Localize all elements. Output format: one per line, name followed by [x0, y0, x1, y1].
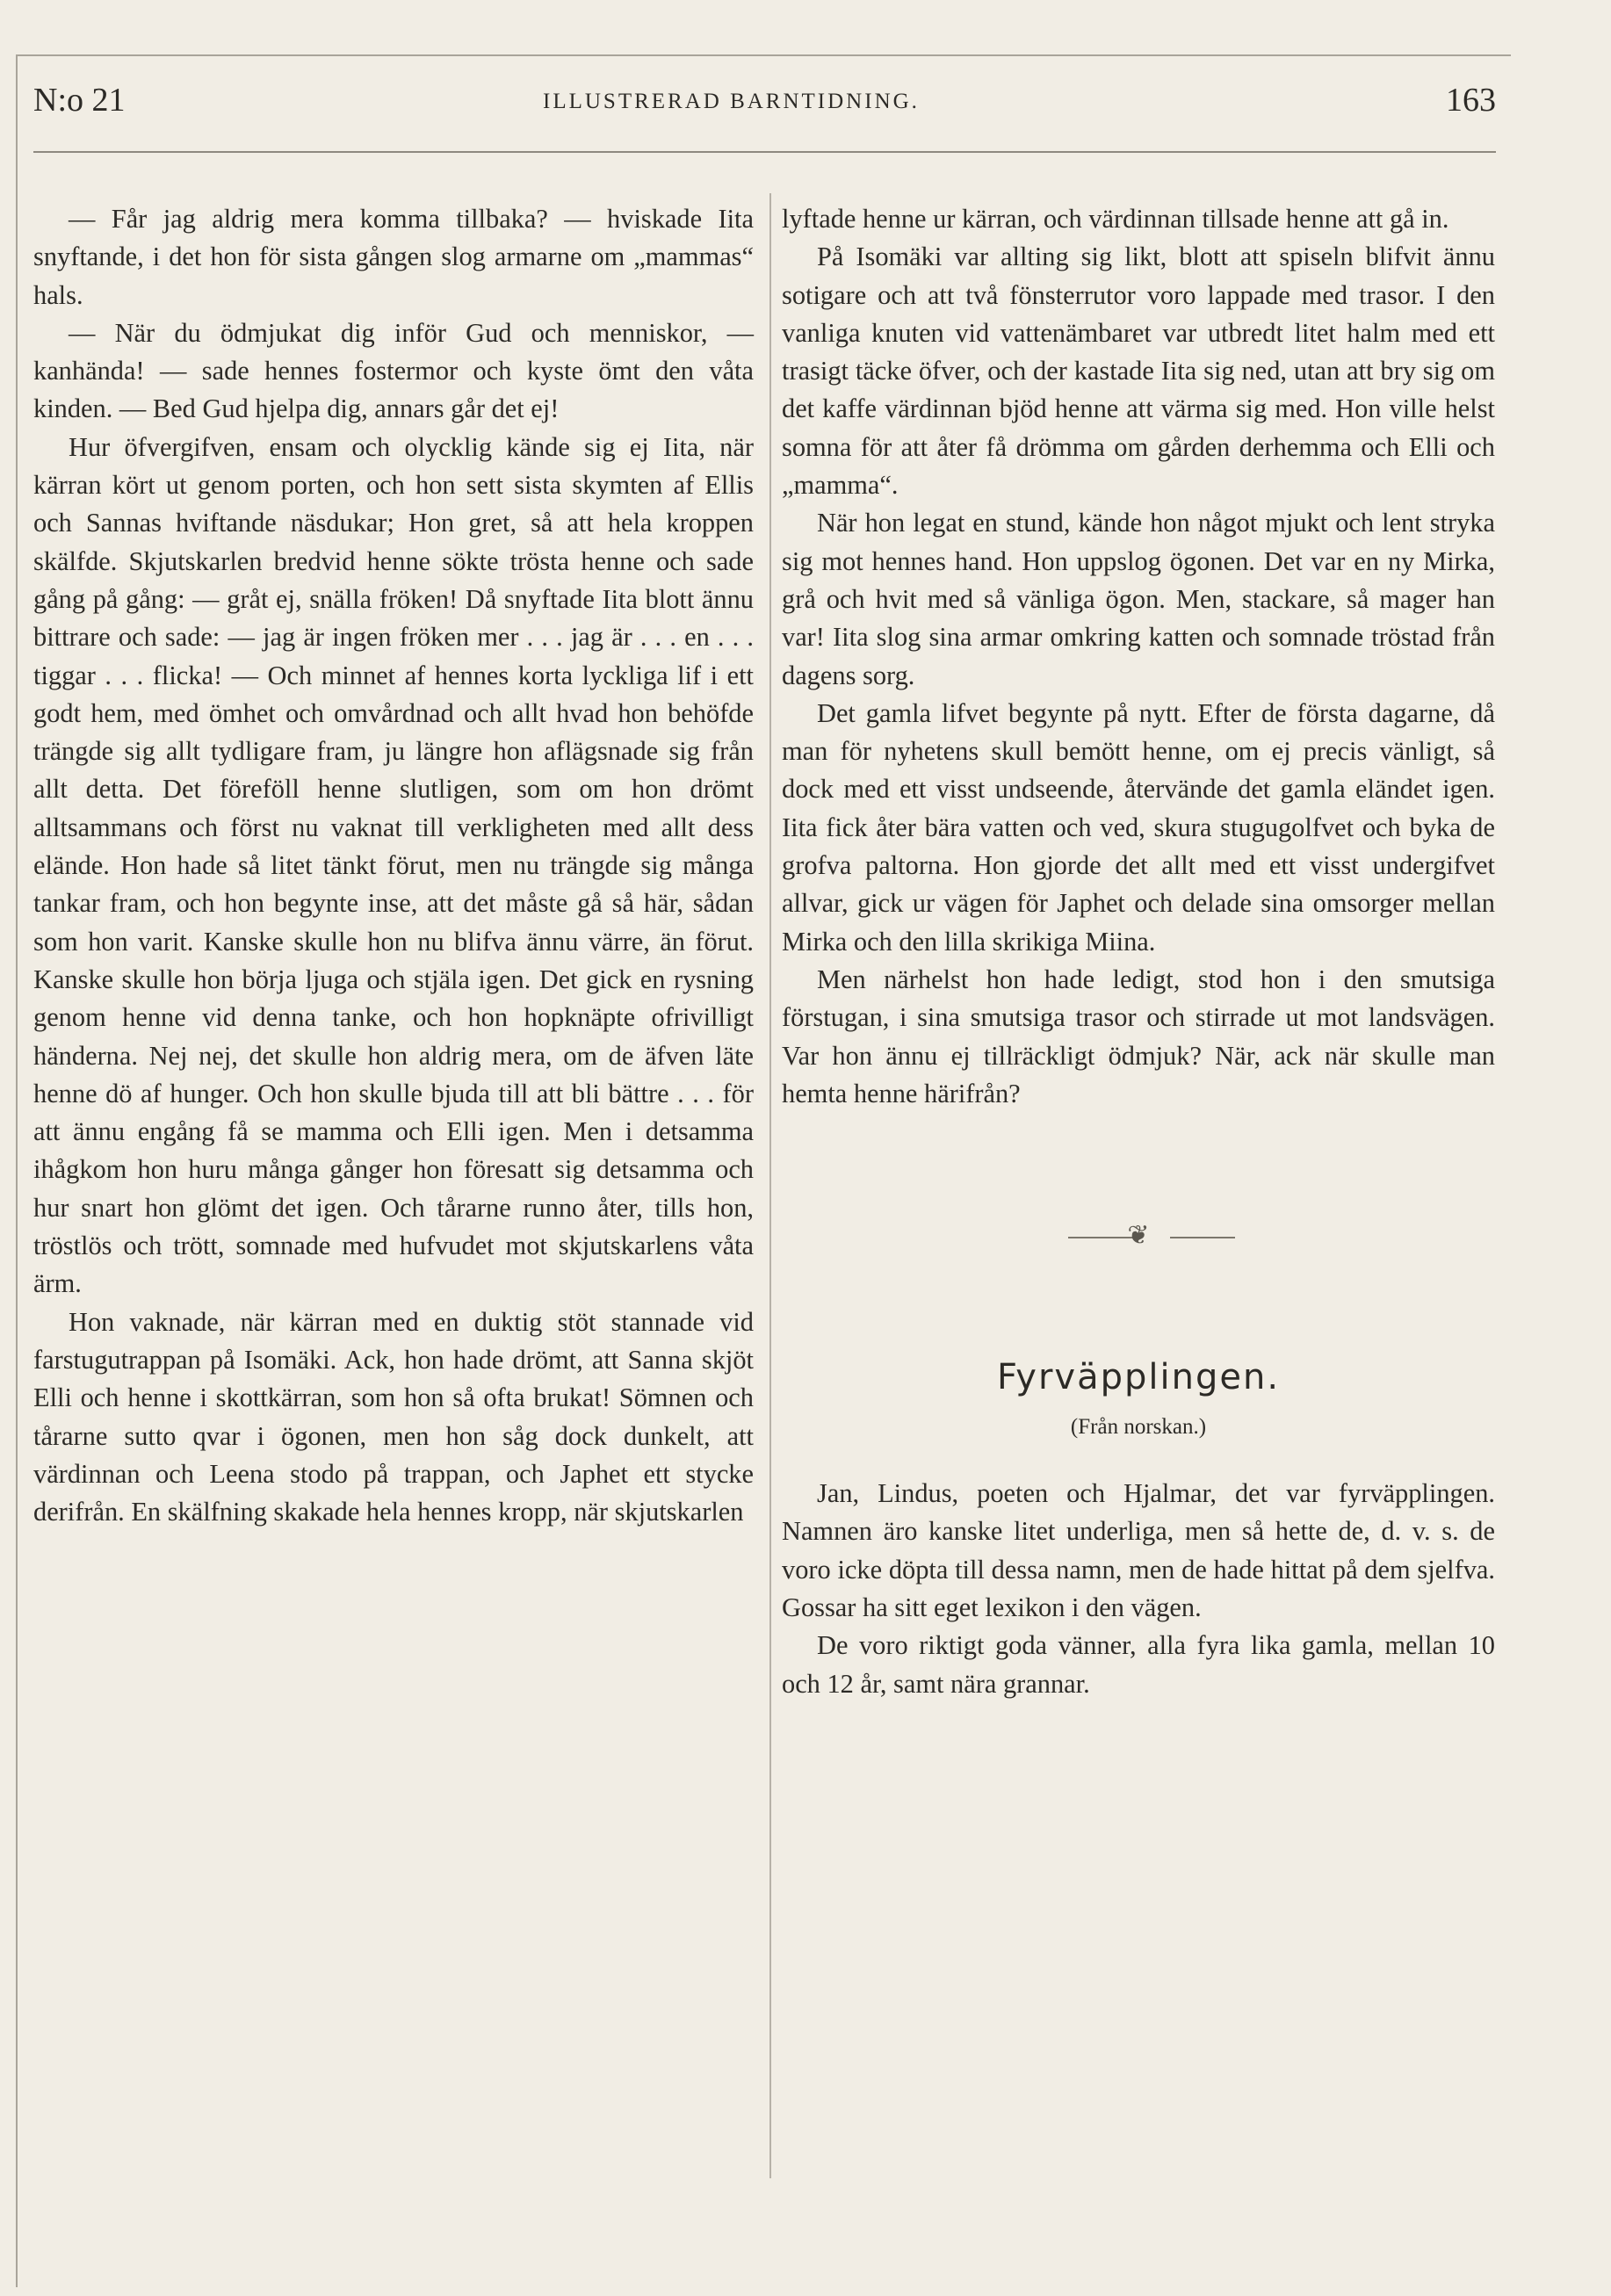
paragraph: När hon legat en stund, kände hon något mjukt och lent stryka sig mot hennes hand. Hon uppslog ögonen. Det var en ny Mirka, grå och hvit med så vänliga ögon. Men, stackare, så mager han var! Iita slog sina armar omkring katten och somnade tröstad från dagens sorg. [782, 508, 1495, 690]
ornament-line-right [1170, 1237, 1235, 1238]
section-title: Fyrväpplingen. [996, 1357, 1281, 1398]
paragraph: De voro riktigt goda vänner, alla fyra lika gamla, mellan 10 och 12 år, samt nära grannar. [782, 1630, 1495, 1699]
section-ornament [782, 1222, 1495, 1253]
paragraph: Men närhelst hon hade ledigt, stod hon i den smutsiga förstugan, i sina smutsiga trasor och stirrade ut mot landsvägen. Var hon ännu ej tillräckligt ödmjuk? När, ack när skulle man hemta henne härifrån? [782, 964, 1495, 1108]
ornament-line-left [1068, 1237, 1133, 1238]
paragraph: Det gamla lifvet begynte på nytt. Efter de första dagarne, då man för nyhetens skull bemött henne, om ej precis vänligt, så dock med ett visst undseende, återvände det gamla eländet igen. Iita fick åter bära vatten och ved, skura stugugolfvet och byka de grofva paltorna. Hon gjorde det allt med ett visst undergifvet allvar, gick ur vägen för Japhet och delade sina omsorger mellan Mirka och den lilla skrikiga Miina. [782, 697, 1495, 957]
paragraph: lyftade henne ur kärran, och värdinnan tillsade henne att gå in. [782, 204, 1449, 234]
column-divider [769, 193, 771, 2178]
page-header [33, 81, 1496, 130]
paragraph: Hur öfvergifven, ensam och olycklig kände sig ej Iita, när kärran kört ut genom porten, och hon sett sista skymten af Ellis och Sannas hviftande näsdukar; Hon gret, så att hela kroppen skälfde. Skjutskarlen bredvid henne sökte trösta henne och sade gång på gång: — gråt ej, snälla fröken! Då snyftade Iita blott ännu bittrare och sade: — jag är ingen fröken mer . . . jag är . . . en . . . tiggar . . . flicka! — Och minnet af hennes korta lyckliga lif i ett godt hem, med ömhet och omvårdnad och allt hvad hon behöfde trängde sig allt tydligare fram, ju längre hon aflägsnade sig från allt detta. Det föreföll henne slutligen, som om hon drömt alltsammans och först nu vaknat till verkligheten med allt dess elände. Hon hade så litet tänkt förut, men nu trängde sig många tankar fram, och hon begynte inse, att det måste gå så här, sådan som hon varit. Kanske skulle hon nu blifva ännu värre, än förut. Kanske skulle hon börja ljuga och stjäla igen. Det gick en rysning genom henne vid denna tanke, och hon hopknäpte ofrivilligt händerna. Nej nej, det skulle hon aldrig mera, om de äfven läte henne dö af hunger. Och hon skulle bjuda till att bli bättre . . . för att ännu engång få se mamma och Elli igen. Men i detsamma ihågkom hon huru många gånger hon föresatt sig detsamma och hur snart hon glömt det igen. Och tårarne runno åter, tills hon, tröstlös och trött, somnade med hufvudet mot skjutskarlens våta ärm. [33, 431, 754, 1299]
paragraph: Hon vaknade, när kärran med en duktig stöt stannade vid farstugutrappan på Isomäki. Ack, hon hade drömt, att Sanna skjöt Elli och henne i skottkärran, som hon så ofta brukat! Sömnen och tårarne sutto qvar i ögonen, men hon såg dock dunkelt, att värdinnan och Leena stodo på trappan, och Japhet ett stycke derifrån. En skälfning skakade hela hennes kropp, när skjutskarlen [33, 1306, 754, 1527]
ornament-flower-icon: ❦ [1127, 1221, 1150, 1251]
right-column [782, 200, 1495, 1703]
paragraph: — Får jag aldrig mera komma tillbaka? — hviskade Iita snyftande, i det hon för sista gången slog armarne om „mammas“ hals. [33, 204, 754, 310]
left-column [33, 200, 754, 1531]
page-number: 163 [1446, 82, 1496, 119]
paragraph: Jan, Lindus, poeten och Hjalmar, det var fyrväpplingen. Namnen äro kanske litet underliga, men så hette de, d. v. s. de voro icke döpta till dessa namn, men de hade hittat på dem sjelfva. Gossar ha sitt eget lexikon i den vägen. [782, 1478, 1495, 1623]
section-subtitle: (Från norskan.) [1070, 1415, 1207, 1440]
paragraph: — När du ödmjukat dig inför Gud och menniskor, — kanhända! — sade hennes fostermor och kyste ömt den våta kinden. — Bed Gud hjelpa dig, annars går det ej! [33, 317, 754, 424]
header-divider [33, 151, 1496, 153]
issue-number: N:o 21 [33, 82, 126, 119]
publication-title: ILLUSTRERAD BARNTIDNING. [543, 90, 920, 113]
paragraph: På Isomäki var allting sig likt, blott att spiseln blifvit ännu sotigare och att två fönsterrutor voro lappade med trasor. I den vanliga knuten vid vattenämbaret var utbredt litet halm med ett trasigt täcke öfver, och der kastade Iita sig ned, utan att bry sig om det kaffe värdinnan bjöd henne att värma sig med. Hon ville helst somna för att åter få drömma om gården derhemma och Elli och „mamma“. [782, 242, 1495, 501]
